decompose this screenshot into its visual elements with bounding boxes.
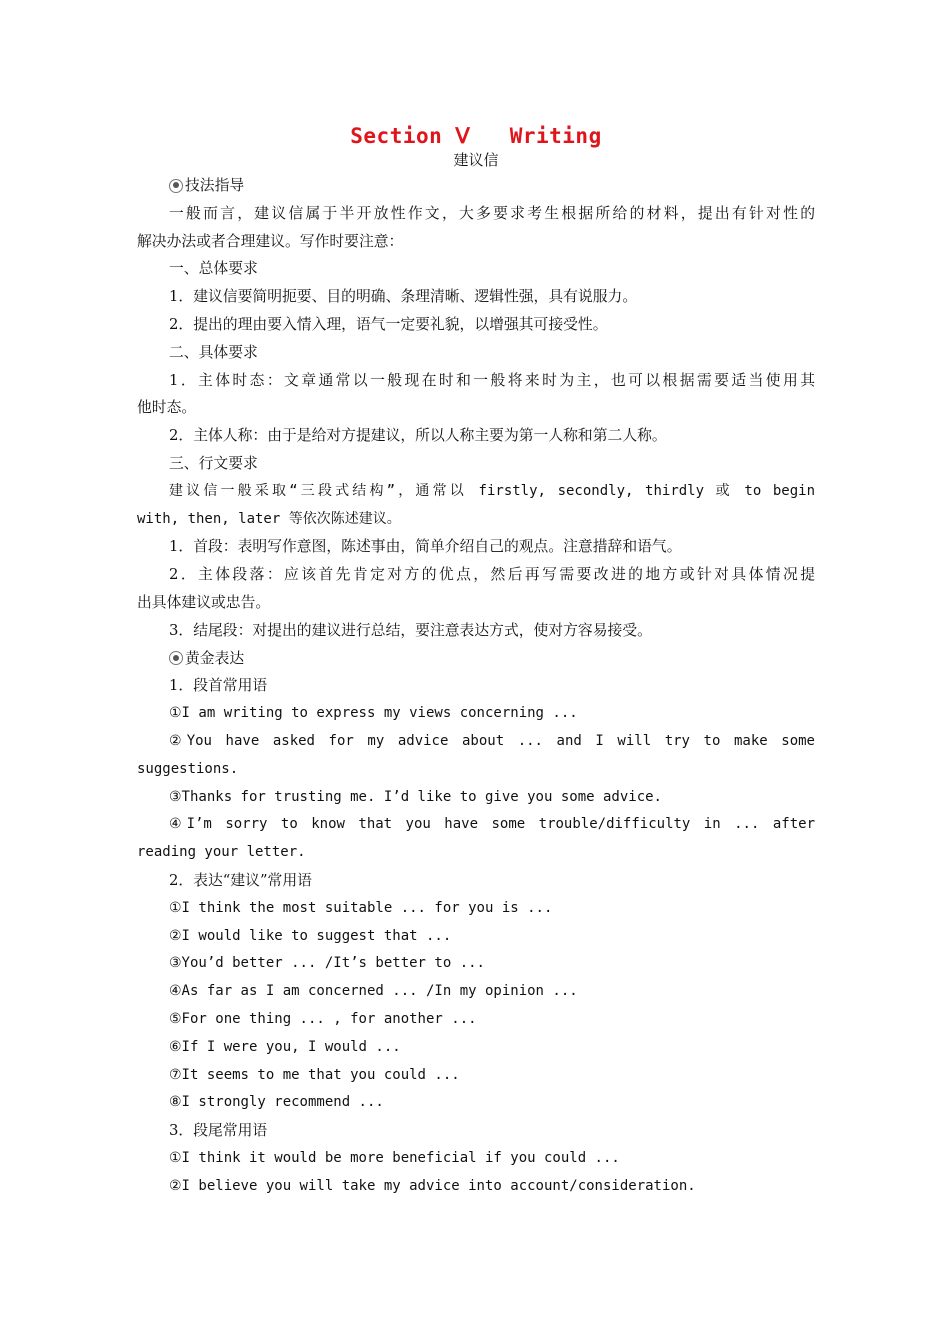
phrase-line: ①I think the most suitable ... for you is ...	[169, 899, 553, 916]
title-topic: Writing	[509, 124, 602, 148]
paragraph-line: 1．建议信要简明扼要、目的明确、条理清晰、逻辑性强，具有说服力。	[169, 288, 638, 306]
section-heading: 1．段首常用语	[169, 677, 268, 695]
paragraph-line: 2．提出的理由要入情入理，语气一定要礼貌，以增强其可接受性。	[169, 315, 608, 333]
phrase-line: suggestions.	[137, 760, 239, 777]
page-subtitle: 建议信	[453, 151, 499, 169]
section-heading: 一、总体要求	[169, 260, 258, 278]
phrase-line: ②I would like to suggest that ...	[169, 927, 452, 944]
phrase-line: ②You have asked for my advice about ... and I will try to make some	[169, 732, 815, 749]
phrase-line: reading your letter.	[137, 844, 306, 861]
phrase-line: ⑤For one thing ... , for another ...	[169, 1010, 477, 1027]
phrase-line: ④As far as I am concerned ... /In my opinion ...	[169, 983, 578, 1000]
paragraph-line: with, then, later 等依次陈述建议。	[137, 510, 401, 527]
phrase-line: ②I believe you will take my advice into account/consideration.	[169, 1177, 696, 1194]
expressions-heading: 黄金表达	[137, 645, 815, 673]
section-heading: 3．段尾常用语	[169, 1122, 268, 1140]
phrase-line: ①I am writing to express my views concerning ...	[169, 705, 578, 722]
skills-heading: 技法指导	[137, 172, 815, 200]
paragraph-line: 1．主体时态：文章通常以一般现在时和一般将来时为主，也可以根据需要适当使用其	[169, 371, 815, 389]
title-section: Section Ⅴ	[350, 124, 471, 148]
phrase-line: ④I’m sorry to know that you have some trouble/difficulty in ... after	[169, 816, 815, 833]
paragraph-line: 一般而言，建议信属于半开放性作文，大多要求考生根据所给的材料，提出有针对性的	[169, 204, 815, 222]
section-heading: 二、具体要求	[169, 343, 258, 361]
paragraph-line: 2．主体段落：应该首先肯定对方的优点，然后再写需要改进的地方或针对具体情况提	[169, 566, 815, 584]
paragraph-line: 2．主体人称：由于是给对方提建议，所以人称主要为第一人称和第二人称。	[169, 427, 667, 445]
paragraph-line: 3．结尾段：对提出的建议进行总结，要注意表达方式，使对方容易接受。	[169, 621, 652, 639]
document-page	[137, 118, 815, 1200]
section-heading: 2．表达“建议”常用语	[169, 871, 312, 889]
phrase-line: ③You’d better ... /It’s better to ...	[169, 955, 485, 972]
paragraph-line: 出具体建议或忠告。	[137, 593, 271, 611]
phrase-line: ③Thanks for trusting me. I’d like to give you some advice.	[169, 788, 662, 805]
bullet-icon	[169, 179, 183, 193]
bullet-icon	[169, 651, 183, 665]
phrase-line: ⑧I strongly recommend ...	[169, 1094, 384, 1111]
phrase-line: ⑥If I were you, I would ...	[169, 1038, 401, 1055]
paragraph-line: 建议信一般采取“三段式结构”，通常以 firstly, secondly, thirdly 或 to begin	[169, 482, 815, 499]
paragraph-line: 他时态。	[137, 399, 197, 417]
section-heading: 三、行文要求	[169, 454, 258, 472]
phrase-line: ⑦It seems to me that you could ...	[169, 1066, 460, 1083]
paragraph-line: 1．首段：表明写作意图，陈述事由，简单介绍自己的观点。注意措辞和语气。	[169, 538, 682, 556]
phrase-line: ①I think it would be more beneficial if you could ...	[169, 1149, 620, 1166]
paragraph-line: 解决办法或者合理建议。写作时要注意：	[137, 232, 404, 250]
